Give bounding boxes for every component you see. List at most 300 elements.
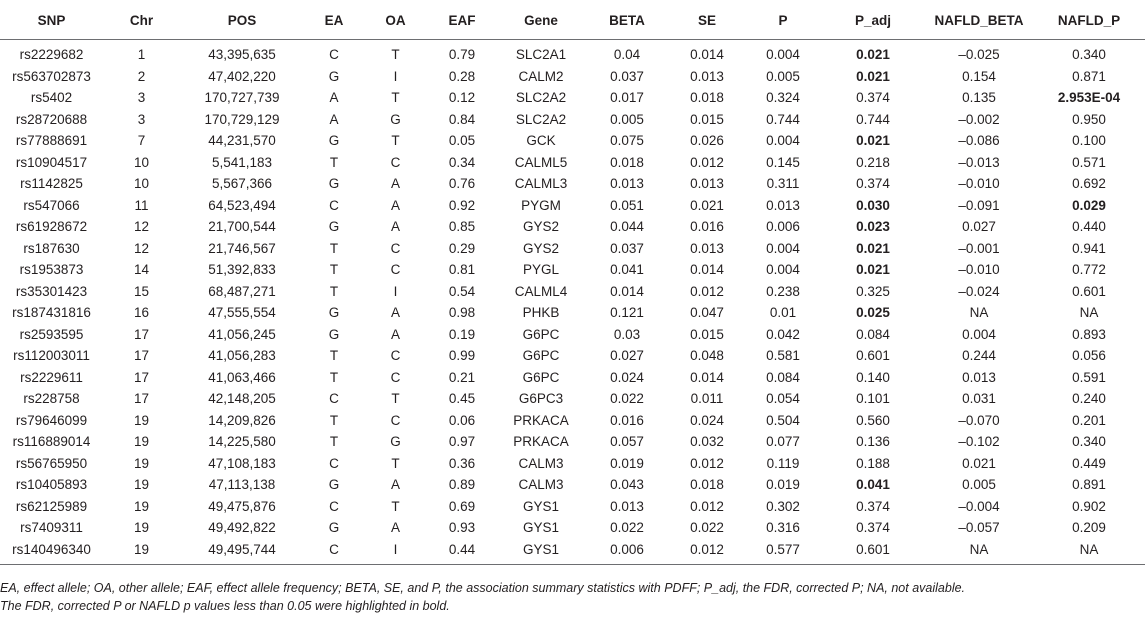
- table-cell: 0.013: [610, 176, 644, 192]
- column-header: EA: [324, 13, 344, 28]
- table-cell: 0.047: [690, 305, 724, 321]
- table-cell: 0.941: [1072, 240, 1106, 256]
- table-cell: 0.012: [690, 283, 724, 299]
- table-cell: CALML5: [514, 154, 568, 170]
- table-cell: 0.013: [690, 68, 724, 84]
- table-cell: 0.54: [448, 283, 476, 299]
- table-cell: 0.012: [690, 455, 724, 471]
- table-cell: 0.772: [1072, 262, 1106, 278]
- table-cell: C: [329, 455, 339, 471]
- table-row: [0, 453, 1145, 475]
- table-cell: 0.188: [856, 455, 890, 471]
- table-cell: 0.004: [766, 240, 800, 256]
- table-cell: 0.145: [766, 154, 800, 170]
- table-cell: G6PC: [522, 369, 560, 385]
- table-cell: 0.030: [856, 197, 890, 213]
- table-cell: 0.037: [610, 68, 644, 84]
- table-cell: 0.34: [448, 154, 476, 170]
- table-cell: 0.93: [448, 520, 476, 536]
- table-cell: 0.140: [856, 369, 890, 385]
- table-cell: 0.017: [610, 90, 644, 106]
- table-cell: 0.101: [856, 391, 890, 407]
- table-cell: CALM3: [518, 455, 564, 471]
- table-cell: 47,555,554: [208, 305, 276, 321]
- column-header: NAFLD_P: [1057, 13, 1121, 28]
- table-cell: 3: [137, 90, 146, 106]
- table-cell: 0.021: [962, 455, 996, 471]
- table-cell: 0.374: [856, 520, 890, 536]
- table-cell: NA: [969, 541, 989, 557]
- table-cell: PRKACA: [513, 412, 569, 428]
- table-cell: 0.601: [856, 541, 890, 557]
- table-cell: 0.238: [766, 283, 800, 299]
- table-cell: A: [390, 219, 400, 235]
- table-cell: A: [390, 326, 400, 342]
- table-cell: 41,063,466: [208, 369, 276, 385]
- table-cell: 0.69: [448, 498, 476, 514]
- table-cell: rs62125989: [15, 498, 88, 514]
- table-cell: SLC2A2: [515, 90, 567, 106]
- table-cell: 0.005: [962, 477, 996, 493]
- table-cell: 0.571: [1072, 154, 1106, 170]
- table-cell: 0.018: [610, 154, 644, 170]
- table-cell: NA: [969, 305, 989, 321]
- table-cell: A: [390, 176, 400, 192]
- table-cell: 19: [133, 412, 150, 428]
- table-cell: 0.022: [610, 520, 644, 536]
- column-header: P: [778, 13, 788, 28]
- table-cell: 0.021: [856, 133, 890, 149]
- table-cell: C: [329, 47, 339, 63]
- table-cell: –0.010: [958, 262, 1000, 278]
- table-cell: G: [328, 477, 340, 493]
- table-cell: –0.057: [958, 520, 1000, 536]
- table-cell: 0.022: [690, 520, 724, 536]
- table-row: [0, 259, 1145, 281]
- table-cell: 0.902: [1072, 498, 1106, 514]
- table-cell: 2.953E-04: [1057, 90, 1121, 106]
- table-cell: 0.004: [766, 133, 800, 149]
- table-cell: 0.03: [613, 326, 641, 342]
- table-cell: 0.015: [690, 111, 724, 127]
- table-cell: 0.022: [610, 391, 644, 407]
- table-cell: 0.05: [448, 133, 476, 149]
- table-cell: 0.340: [1072, 434, 1106, 450]
- table-cell: T: [391, 133, 400, 149]
- column-header: P_adj: [854, 13, 892, 28]
- table-cell: PYGM: [521, 197, 561, 213]
- table-cell: 21,746,567: [208, 240, 276, 256]
- table-header: [0, 6, 1145, 40]
- table-cell: 0.12: [448, 90, 476, 106]
- table-cell: 5,567,366: [211, 176, 273, 192]
- table-cell: 0.04: [613, 47, 641, 63]
- table-cell: A: [390, 477, 400, 493]
- column-header: NAFLD_BETA: [934, 13, 1024, 28]
- table-cell: G: [328, 326, 340, 342]
- table-cell: 21,700,544: [208, 219, 276, 235]
- table-cell: 0.012: [690, 541, 724, 557]
- table-cell: 19: [133, 498, 150, 514]
- table-cell: 41,056,283: [208, 348, 276, 364]
- table-cell: GYS1: [522, 520, 560, 536]
- table-cell: 0.84: [448, 111, 476, 127]
- table-cell: rs1142825: [20, 176, 83, 192]
- table-row: [0, 324, 1145, 346]
- table-cell: 0.950: [1072, 111, 1106, 127]
- table-cell: rs563702873: [12, 68, 91, 84]
- table-cell: 17: [133, 391, 150, 407]
- column-header: OA: [385, 13, 406, 28]
- table-cell: 0.013: [690, 240, 724, 256]
- table-cell: 14: [133, 262, 150, 278]
- table-cell: rs112003011: [13, 348, 90, 364]
- table-cell: C: [390, 262, 401, 278]
- table-cell: 2: [137, 68, 146, 84]
- table-row: [0, 474, 1145, 496]
- table-cell: CALM2: [518, 68, 564, 84]
- table-cell: C: [329, 391, 339, 407]
- table-cell: PRKACA: [513, 434, 569, 450]
- table-cell: 0.021: [856, 262, 890, 278]
- table-cell: CALML3: [514, 176, 568, 192]
- table-cell: 51,392,833: [208, 262, 276, 278]
- table-cell: A: [390, 305, 400, 321]
- table-row: [0, 173, 1145, 195]
- table-cell: 0.019: [610, 455, 644, 471]
- table-cell: –0.010: [958, 176, 1000, 192]
- table-row: [0, 130, 1145, 152]
- table-cell: 0.692: [1072, 176, 1106, 192]
- table-cell: 0.504: [766, 412, 800, 428]
- table-cell: 0.98: [448, 305, 476, 321]
- table-cell: 0.029: [1072, 197, 1106, 213]
- table-cell: 10: [133, 154, 150, 170]
- table-cell: rs187630: [23, 240, 80, 256]
- table-cell: 0.100: [1072, 133, 1106, 149]
- table-cell: rs2229611: [20, 369, 83, 385]
- table-cell: rs2229682: [19, 47, 84, 63]
- table-cell: –0.091: [958, 197, 1000, 213]
- table-cell: 12: [133, 240, 150, 256]
- table-cell: T: [329, 240, 339, 256]
- table-cell: C: [329, 541, 339, 557]
- table-cell: 0.024: [690, 412, 724, 428]
- table-row: [0, 410, 1145, 432]
- table-cell: G: [328, 68, 340, 84]
- table-cell: 0.340: [1072, 47, 1106, 63]
- table-cell: 12: [133, 219, 150, 235]
- table-cell: 0.006: [610, 541, 644, 557]
- table-cell: T: [391, 455, 400, 471]
- table-cell: SLC2A1: [515, 47, 567, 63]
- table-cell: PHKB: [522, 305, 560, 321]
- table-cell: C: [390, 369, 401, 385]
- table-cell: 14,225,580: [208, 434, 276, 450]
- table-cell: 0.36: [448, 455, 476, 471]
- table-cell: 0.056: [1072, 348, 1106, 364]
- table-cell: –0.086: [958, 133, 1000, 149]
- table-cell: 0.004: [766, 47, 800, 63]
- table-cell: –0.002: [958, 111, 1000, 127]
- table-cell: CALM3: [518, 477, 564, 493]
- table-cell: T: [329, 262, 339, 278]
- table-cell: 14,209,826: [208, 412, 276, 428]
- table-cell: 19: [133, 455, 150, 471]
- table-cell: 0.015: [690, 326, 724, 342]
- table-row: [0, 517, 1145, 539]
- table-cell: G: [328, 520, 340, 536]
- table-cell: 19: [133, 434, 150, 450]
- table-body: [0, 40, 1145, 565]
- table-cell: 19: [133, 520, 150, 536]
- table-cell: 0.004: [766, 262, 800, 278]
- table-cell: 41,056,245: [208, 326, 276, 342]
- table-cell: rs228758: [23, 391, 80, 407]
- table-cell: 0.374: [856, 176, 890, 192]
- table-cell: 17: [133, 326, 150, 342]
- table-cell: T: [329, 348, 339, 364]
- table-cell: C: [390, 154, 401, 170]
- table-cell: G6PC3: [518, 391, 564, 407]
- table-cell: 0.119: [766, 455, 800, 471]
- table-cell: 0.075: [610, 133, 644, 149]
- table-cell: 0.024: [610, 369, 644, 385]
- table-cell: C: [329, 498, 339, 514]
- table-footnote: [0, 580, 965, 615]
- table-row: [0, 388, 1145, 410]
- table-cell: 0.051: [610, 197, 644, 213]
- table-cell: G: [328, 305, 340, 321]
- table-cell: GCK: [526, 133, 556, 149]
- table-cell: 0.005: [610, 111, 644, 127]
- table-cell: 0.92: [448, 197, 476, 213]
- table-cell: 49,492,822: [208, 520, 276, 536]
- table-cell: 0.026: [690, 133, 724, 149]
- table-cell: GYS1: [522, 541, 560, 557]
- table-cell: rs140496340: [12, 541, 91, 557]
- table-cell: 0.324: [766, 90, 800, 106]
- column-header: SNP: [37, 13, 66, 28]
- table-cell: 0.97: [448, 434, 476, 450]
- table-row: [0, 345, 1145, 367]
- table-cell: 0.018: [690, 90, 724, 106]
- table-row: [0, 281, 1145, 303]
- table-cell: 0.021: [856, 68, 890, 84]
- table-cell: 0.154: [962, 68, 996, 84]
- table-cell: rs10904517: [15, 154, 88, 170]
- table-cell: 47,402,220: [208, 68, 276, 84]
- table-cell: 0.29: [448, 240, 476, 256]
- table-cell: 0.006: [766, 219, 800, 235]
- column-header: BETA: [609, 13, 645, 28]
- footnote-line-1: EA, effect allele; OA, other allele; EAF, effect allele frequency; BETA, SE, and P, the association summary statistics with PDFF; P_adj, the FDR, corrected P; NA, not available.: [0, 581, 966, 595]
- table-cell: CALML4: [514, 283, 568, 299]
- table-cell: rs5402: [30, 90, 73, 106]
- table-cell: 0.014: [610, 283, 644, 299]
- table-cell: 0.004: [962, 326, 996, 342]
- table-cell: I: [393, 68, 398, 84]
- table-cell: 0.041: [856, 477, 890, 493]
- table-cell: 0.037: [610, 240, 644, 256]
- table-cell: 0.79: [448, 47, 476, 63]
- table-cell: 0.244: [962, 348, 996, 364]
- table-cell: 0.077: [766, 434, 800, 450]
- table-cell: 0.027: [610, 348, 644, 364]
- table-cell: 0.325: [856, 283, 890, 299]
- table-row: [0, 195, 1145, 217]
- table-cell: G: [390, 434, 401, 450]
- table-cell: T: [329, 412, 339, 428]
- table-cell: rs28720688: [15, 111, 88, 127]
- table-row: [0, 66, 1145, 88]
- table-cell: 0.057: [610, 434, 644, 450]
- snp-association-table: [0, 6, 1145, 565]
- table-cell: GYS1: [522, 498, 560, 514]
- table-cell: 0.025: [856, 305, 890, 321]
- table-cell: 17: [133, 369, 150, 385]
- table-cell: 0.449: [1072, 455, 1106, 471]
- table-cell: rs10405893: [15, 477, 88, 493]
- table-cell: 0.577: [766, 541, 800, 557]
- table-cell: 7: [137, 133, 146, 149]
- table-cell: 16: [133, 305, 150, 321]
- table-cell: rs7409311: [20, 520, 83, 536]
- table-row: [0, 539, 1145, 565]
- table-cell: 0.084: [856, 326, 890, 342]
- table-cell: –0.070: [958, 412, 1000, 428]
- table-cell: 64,523,494: [208, 197, 276, 213]
- table-cell: G: [328, 176, 340, 192]
- table-row: [0, 87, 1145, 109]
- table-cell: 0.81: [448, 262, 476, 278]
- table-cell: 0.136: [856, 434, 890, 450]
- table-cell: rs56765950: [15, 455, 88, 471]
- table-cell: 0.560: [856, 412, 890, 428]
- table-cell: C: [390, 348, 401, 364]
- column-header: Gene: [524, 13, 558, 28]
- table-cell: G: [328, 133, 340, 149]
- column-header: POS: [227, 13, 257, 28]
- table-cell: 43,395,635: [208, 47, 276, 63]
- table-cell: GYS2: [522, 219, 560, 235]
- table-row: [0, 431, 1145, 453]
- table-cell: A: [329, 111, 339, 127]
- table-cell: 11: [134, 197, 149, 213]
- table-cell: 0.316: [766, 520, 800, 536]
- table-cell: 0.218: [856, 154, 890, 170]
- table-cell: 47,113,138: [208, 477, 276, 493]
- table-cell: I: [393, 541, 398, 557]
- table-cell: 49,475,876: [208, 498, 276, 514]
- table-cell: C: [329, 197, 339, 213]
- table-cell: 170,729,129: [204, 111, 280, 127]
- table-cell: 0.01: [769, 305, 797, 321]
- column-header: SE: [697, 13, 716, 28]
- table-cell: rs79646099: [15, 412, 88, 428]
- table-cell: C: [390, 240, 401, 256]
- table-cell: I: [393, 283, 398, 299]
- table-cell: 0.581: [766, 348, 800, 364]
- table-cell: A: [329, 90, 339, 106]
- table-cell: 0.744: [766, 111, 800, 127]
- table-cell: 0.011: [690, 391, 724, 407]
- table-cell: 0.012: [690, 498, 724, 514]
- table-cell: 47,108,183: [208, 455, 276, 471]
- table-cell: PYGL: [522, 262, 560, 278]
- table-cell: 0.021: [690, 197, 724, 213]
- table-cell: 0.027: [962, 219, 996, 235]
- table-row: [0, 367, 1145, 389]
- table-cell: 0.28: [448, 68, 476, 84]
- table-cell: rs35301423: [15, 283, 88, 299]
- table-row: [0, 40, 1145, 66]
- table-cell: GYS2: [522, 240, 560, 256]
- table-cell: G: [328, 219, 340, 235]
- table-cell: rs187431816: [12, 305, 91, 321]
- table-cell: 0.048: [690, 348, 724, 364]
- table-cell: 0.032: [690, 434, 724, 450]
- table-cell: G: [390, 111, 401, 127]
- table-cell: 0.240: [1072, 391, 1106, 407]
- table-cell: 0.45: [448, 391, 476, 407]
- table-cell: T: [329, 369, 339, 385]
- table-cell: 0.018: [690, 477, 724, 493]
- table-cell: NA: [1079, 305, 1099, 321]
- table-cell: –0.025: [958, 47, 1000, 63]
- table-cell: 0.013: [962, 369, 996, 385]
- table-row: [0, 109, 1145, 131]
- table-cell: 0.209: [1072, 520, 1106, 536]
- table-cell: 0.201: [1072, 412, 1106, 428]
- table-cell: 44,231,570: [208, 133, 276, 149]
- table-cell: T: [391, 498, 400, 514]
- table-cell: 10: [133, 176, 150, 192]
- table-cell: 0.013: [690, 176, 724, 192]
- table-cell: G6PC: [522, 348, 560, 364]
- table-cell: 0.374: [856, 90, 890, 106]
- table-row: [0, 238, 1145, 260]
- column-header: Chr: [129, 13, 154, 28]
- table-cell: 0.043: [610, 477, 644, 493]
- table-cell: 19: [133, 477, 150, 493]
- table-cell: 15: [133, 283, 150, 299]
- table-cell: 19: [133, 541, 150, 557]
- table-cell: rs2593595: [19, 326, 84, 342]
- table-cell: rs77888691: [15, 133, 88, 149]
- table-cell: T: [329, 283, 339, 299]
- table-cell: G6PC: [522, 326, 560, 342]
- table-cell: rs1953873: [19, 262, 84, 278]
- table-cell: 0.99: [448, 348, 476, 364]
- table-cell: 0.601: [1072, 283, 1106, 299]
- table-cell: 68,487,271: [208, 283, 276, 299]
- table-cell: 17: [133, 348, 150, 364]
- table-cell: –0.004: [958, 498, 1000, 514]
- table-cell: 49,495,744: [208, 541, 276, 557]
- table-cell: 0.016: [690, 219, 724, 235]
- table-cell: –0.001: [958, 240, 1000, 256]
- table-cell: C: [390, 412, 401, 428]
- table-cell: 0.06: [448, 412, 476, 428]
- table-cell: 0.054: [766, 391, 800, 407]
- table-cell: 0.019: [766, 477, 800, 493]
- table-cell: –0.024: [958, 283, 1000, 299]
- table-cell: 0.013: [766, 197, 800, 213]
- table-cell: 0.744: [856, 111, 890, 127]
- table-cell: T: [391, 47, 400, 63]
- column-header: EAF: [448, 13, 476, 28]
